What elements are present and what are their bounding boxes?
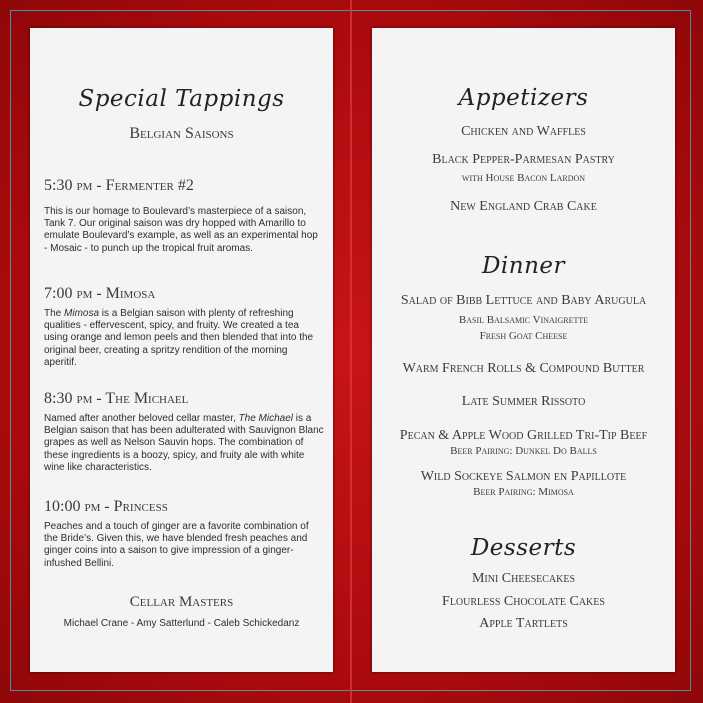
dinner-menu-panel [372, 28, 675, 672]
menu-item: Wild Sockeye Salmon en Papillote [420, 469, 627, 484]
appetizers-heading: Appetizers [458, 85, 589, 111]
menu-item: Late Summer Rissoto [461, 394, 586, 409]
beer-description: Named after another beloved cellar master, The Michael is a Belgian saison that has been adulterated with Sauvignon Blanc grapes as well as Nelson Sauvin hops. The combination of these ingredients is a boozy, spicy, and fruity ale with white wine like characteristics. [44, 413, 324, 473]
beer-menu-panel [30, 28, 333, 672]
menu-item-detail: Fresh Goat Cheese [479, 330, 568, 342]
beer-pairing: Beer Pairing: Dunkel Do Balls [450, 445, 597, 457]
menu-item: Salad of Bibb Lettuce and Baby Arugula [400, 293, 647, 308]
menu-item: Apple Tartlets [479, 616, 568, 631]
menu-item: Warm French Rolls & Compound Butter [402, 361, 645, 376]
beer-description: Peaches and a touch of ginger are a favorite combination of the Bride’s. Given this, we have blended fresh peaches and ginger coins into a saison to give impression of a ginger-infushed Bellini. [44, 521, 309, 569]
desserts-heading: Desserts [470, 535, 577, 561]
cellar-masters-names: Michael Crane - Amy Satterlund - Caleb Schickedanz [63, 618, 300, 629]
beer-title: 7:00 pm - Mimosa [44, 285, 156, 302]
menu-item-detail: Basil Balsamic Vinaigrette [458, 314, 589, 326]
beer-name-emphasis: Mimosa [64, 308, 100, 319]
beer-description: This is our homage to Boulevard’s masterpiece of a saison, Tank 7. Our original saison was dry hopped with Amarillo to emulate Boulevard’s example, as well as an experimental hop - Mosaic - to punch up the tropical fruit aromas. [44, 206, 318, 254]
menu-item: Chicken and Waffles [461, 124, 586, 139]
beer-name-emphasis: The Michael [238, 413, 294, 424]
menu-item-detail: with House Bacon Lardon [461, 172, 586, 184]
beer-title: 5:30 pm - Fermenter #2 [44, 177, 194, 194]
menu-item: New England Crab Cake [450, 199, 597, 214]
menu-item: Black Pepper-Parmesan Pastry [432, 152, 615, 167]
center-fold [350, 0, 352, 703]
menu-item: Pecan & Apple Wood Grilled Tri-Tip Beef [399, 428, 648, 443]
beer-description: The Mimosa is a Belgian saison with plenty of refreshing qualities - effervescent, spicy, and fruity. We created a tea using orange and lemon peels and then blended that into the original beer, creating a spritzy rendition of the morning aperitif. [44, 308, 314, 368]
cellar-masters-title: Cellar Masters [129, 594, 234, 610]
special-tappings-heading: Special Tappings [78, 86, 285, 112]
beer-title: 10:00 pm - Princess [44, 498, 168, 515]
menu-item: Flourless Chocolate Cakes [442, 594, 605, 609]
dinner-heading: Dinner [481, 253, 566, 279]
belgian-saisons-subheading: Belgian Saisons [129, 125, 234, 142]
beer-title: 8:30 pm - The Michael [44, 390, 189, 407]
beer-pairing: Beer Pairing: Mimosa [473, 486, 574, 498]
menu-item: Mini Cheesecakes [471, 571, 576, 586]
